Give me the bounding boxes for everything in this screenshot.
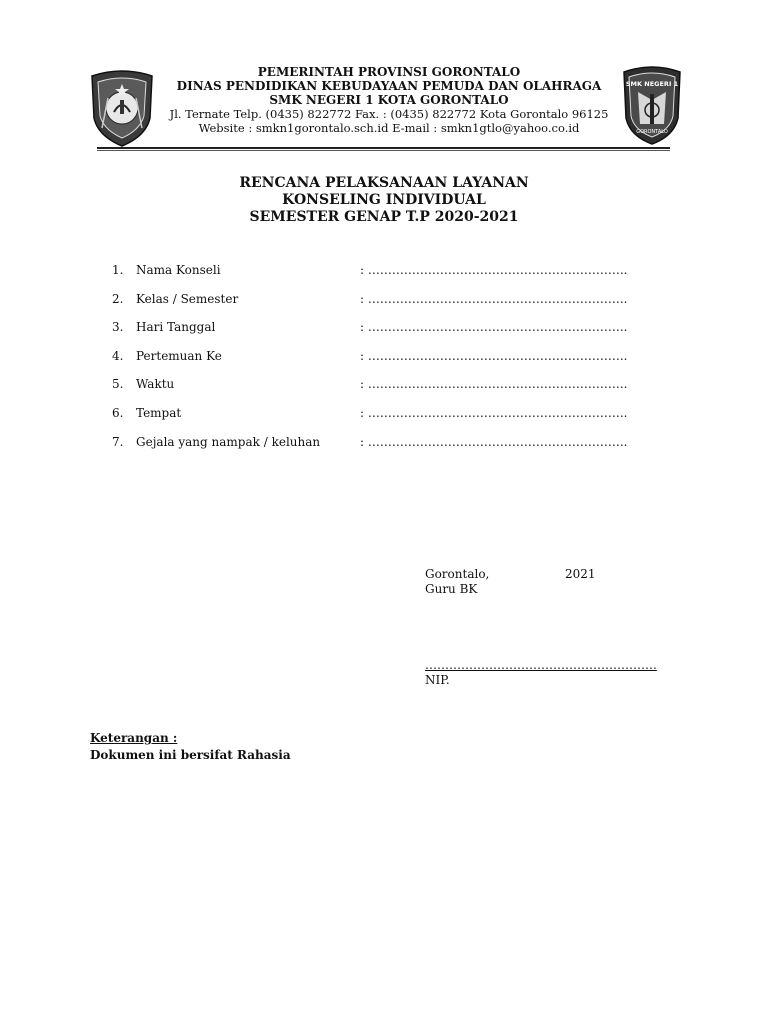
form-row-kelas-semester bbox=[112, 291, 632, 307]
signature-role: Guru BK bbox=[425, 582, 478, 596]
row-label: Tempat bbox=[136, 406, 182, 420]
row-value-blank: : ……………………………………………………….. bbox=[360, 377, 628, 391]
document-title-line1: RENCANA PELAKSANAAN LAYANAN bbox=[239, 175, 529, 191]
svg-text:SMK NEGERI 1: SMK NEGERI 1 bbox=[625, 80, 679, 88]
row-number: 5. bbox=[112, 377, 124, 391]
row-label: Kelas / Semester bbox=[136, 292, 239, 306]
letterhead-contact: Website : smkn1gorontalo.sch.id E-mail : smkn1gtlo@yahoo.co.id bbox=[198, 121, 580, 135]
row-label: Gejala yang nampak / keluhan bbox=[136, 435, 321, 449]
row-label: Nama Konseli bbox=[136, 263, 221, 277]
note-text: Dokumen ini bersifat Rahasia bbox=[90, 748, 291, 762]
form-row-nama-konseli bbox=[112, 262, 632, 278]
letterhead-address: Jl. Ternate Telp. (0435) 822772 Fax. : (0435) 822772 Kota Gorontalo 96125 bbox=[169, 107, 609, 121]
school-emblem-logo bbox=[620, 64, 684, 146]
letterhead-rule-thin bbox=[97, 150, 670, 151]
document-title-line3: SEMESTER GENAP T.P 2020-2021 bbox=[249, 209, 519, 225]
signature-place: Gorontalo, bbox=[425, 567, 490, 581]
form-row-pertemuan-ke bbox=[112, 348, 632, 364]
row-value-blank: : ……………………………………………………….. bbox=[360, 349, 628, 363]
row-number: 3. bbox=[112, 320, 124, 334]
row-value-blank: : ……………………………………………………….. bbox=[360, 263, 628, 277]
form-row-gejala bbox=[112, 434, 632, 450]
signature-nip: NIP. bbox=[425, 673, 450, 687]
letterhead-school: SMK NEGERI 1 KOTA GORONTALO bbox=[269, 93, 509, 107]
row-label: Pertemuan Ke bbox=[136, 349, 222, 363]
form-row-waktu bbox=[112, 376, 632, 392]
row-value-blank: : ……………………………………………………….. bbox=[360, 320, 628, 334]
letterhead-government: PEMERINTAH PROVINSI GORONTALO bbox=[257, 65, 521, 79]
row-value-blank: : ……………………………………………………….. bbox=[360, 292, 628, 306]
row-label: Waktu bbox=[136, 377, 175, 391]
row-number: 6. bbox=[112, 406, 124, 420]
signature-line: …………………………………………………. bbox=[425, 658, 657, 672]
svg-text:GORONTALO: GORONTALO bbox=[636, 129, 668, 135]
row-value-blank: : ……………………………………………………….. bbox=[360, 406, 628, 420]
row-number: 1. bbox=[112, 263, 124, 277]
row-number: 7. bbox=[112, 435, 124, 449]
note-heading: Keterangan : bbox=[90, 731, 178, 745]
row-number: 4. bbox=[112, 349, 124, 363]
form-row-hari-tanggal bbox=[112, 319, 632, 335]
row-value-blank: : ……………………………………………………….. bbox=[360, 435, 628, 449]
row-number: 2. bbox=[112, 292, 124, 306]
form-row-tempat bbox=[112, 405, 632, 421]
provincial-emblem-logo bbox=[88, 68, 156, 148]
signature-year: 2021 bbox=[565, 567, 596, 581]
row-label: Hari Tanggal bbox=[136, 320, 216, 334]
letterhead-department: DINAS PENDIDIKAN KEBUDAYAAN PEMUDA DAN OLAHRAGA bbox=[176, 79, 602, 93]
letterhead-rule bbox=[97, 147, 670, 149]
document-title-line2: KONSELING INDIVIDUAL bbox=[282, 192, 486, 208]
